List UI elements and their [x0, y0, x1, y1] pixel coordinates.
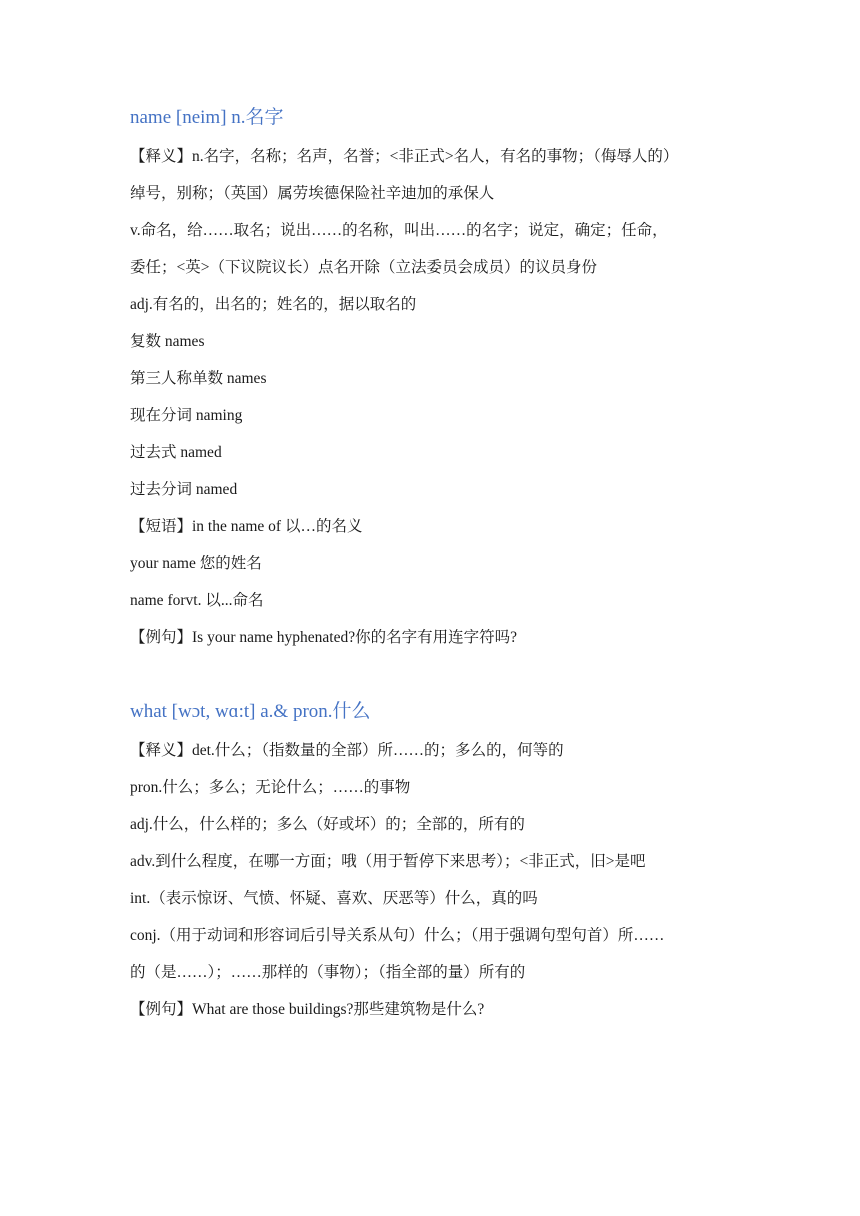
definition-line: adj.有名的，出名的；姓名的，据以取名的 [130, 296, 417, 313]
definition-line: conj.（用于动词和形容词后引导关系从句）什么；（用于强调句型句首）所…… [130, 927, 665, 944]
definition-line: adj.什么，什么样的；多么（好或坏）的；全部的，所有的 [130, 816, 525, 833]
inflection-line: 第三人称单数 names [130, 370, 267, 387]
inflection-line: 现在分词 naming [130, 407, 243, 424]
inflection-line: 过去分词 named [130, 481, 238, 498]
phrase-line: your name 您的姓名 [130, 555, 262, 572]
inflection-line: 复数 names [130, 333, 205, 350]
definition-line: adv.到什么程度，在哪一方面；哦（用于暂停下来思考）；<非正式，旧>是吧 [130, 853, 646, 870]
definition-line: 绰号，别称；（英国）属劳埃德保险社辛迪加的承保人 [130, 185, 495, 202]
definition-line: 【释义】det.什么；（指数量的全部）所……的；多么的，何等的 [130, 742, 564, 759]
definition-line: 委任；<英>（下议院议长）点名开除（立法委员会成员）的议员身份 [130, 259, 597, 276]
definition-line: 的（是……）；……那样的（事物）；（指全部的量）所有的 [130, 964, 526, 981]
definition-line: int.（表示惊讶、气愤、怀疑、喜欢、厌恶等）什么，真的吗 [130, 890, 538, 907]
phrase-line: name forvt. 以...命名 [130, 592, 264, 609]
inflection-line: 过去式 named [130, 444, 222, 461]
definition-line: 【释义】n.名字，名称；名声，名誉；<非正式>名人，有名的事物；（侮辱人的） [130, 148, 679, 165]
entry-heading: what [wɔt, wɑ:t] a.& pron.什么 [130, 701, 371, 722]
phrase-line: 【短语】in the name of 以…的名义 [130, 518, 363, 535]
definition-line: pron.什么；多么；无论什么；……的事物 [130, 779, 411, 796]
entry-what [130, 698, 740, 1028]
entry-name [130, 104, 740, 656]
entry-heading: name [neim] n.名字 [130, 107, 284, 128]
example-line: 【例句】What are those buildings?那些建筑物是什么? [130, 1001, 485, 1018]
definition-line: v.命名，给……取名；说出……的名称，叫出……的名字；说定，确定；任命， [130, 222, 668, 239]
example-line: 【例句】Is your name hyphenated?你的名字有用连字符吗? [130, 629, 518, 646]
